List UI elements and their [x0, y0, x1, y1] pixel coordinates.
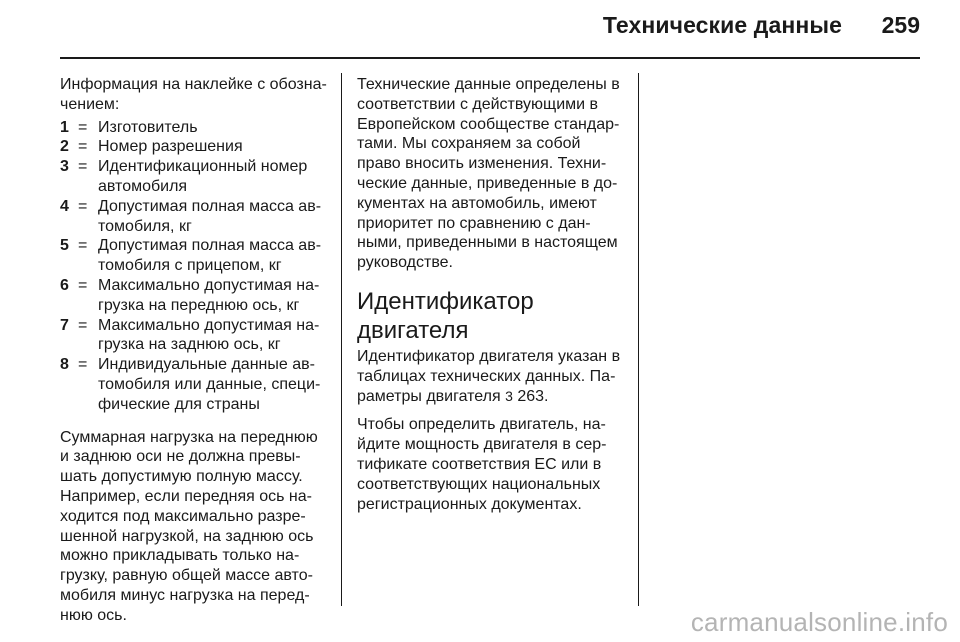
list-item [60, 276, 328, 316]
item-equals: = [78, 118, 88, 136]
item-text: Номер разрешения [98, 138, 243, 156]
item-number: 2 [60, 138, 69, 156]
list-item [60, 236, 328, 276]
item-number: 1 [60, 118, 69, 136]
item-text: Изготовитель [98, 118, 198, 136]
label-legend-list [60, 118, 328, 415]
list-item [60, 118, 328, 138]
item-text: Допустимая полная масса автомобиля с прицепом, кг [98, 237, 322, 275]
engine-identifier-text: Идентификатор двигателя указан в таблицах технических данных. Параметры двигателя [357, 347, 621, 405]
engine-identifier-heading: Идентификатор двигателя [357, 287, 534, 344]
watermark: carmanualsonline.info [690, 607, 948, 637]
right-column [357, 75, 627, 514]
page-reference-number[interactable]: 263. [512, 387, 549, 405]
item-equals: = [78, 356, 88, 374]
item-number: 4 [60, 197, 69, 215]
technical-data-paragraph: Технические данные определены в соответствии с действующими в Европейском сообществе стандартами. Мы сохраняем за собой право вносить изменения. Технические данные, приведенные в документах на автомобиль, имеют приоритет по сравнению с данными, приведенными в настоящем руководстве. [357, 76, 620, 272]
item-equals: = [78, 276, 88, 294]
item-text: Максимально допустимая нагрузка на заднюю ось, кг [98, 316, 320, 354]
list-item [60, 157, 328, 197]
column-divider-left [341, 73, 342, 606]
item-number: 3 [60, 158, 69, 176]
item-equals: = [78, 158, 88, 176]
item-text: Максимально допустимая нагрузка на переднюю ось, кг [98, 276, 320, 314]
label-intro: Информация на наклейке с обозначением: [60, 76, 327, 113]
item-number: 6 [60, 276, 69, 294]
item-number: 5 [60, 237, 69, 255]
engine-identifier-paragraph [357, 347, 627, 406]
list-item [60, 197, 328, 237]
item-equals: = [78, 237, 88, 255]
axle-load-paragraph: Суммарная нагрузка на переднюю и заднюю оси не должна превышать допустимую полную массу. Например, если передняя ось находится под максимально разрешенной нагрузкой, на заднюю ось можно прикладывать только нагрузку, равную общей массе автомобиля минус нагрузка на переднюю ось. [60, 428, 318, 624]
column-divider-right [638, 73, 639, 606]
item-text: Допустимая полная масса автомобиля, кг [98, 197, 322, 235]
page-reference-arrow-icon[interactable]: 3 [505, 387, 513, 404]
page-number: 259 [881, 12, 920, 38]
item-equals: = [78, 197, 88, 215]
left-column [60, 75, 328, 626]
item-equals: = [78, 316, 88, 334]
list-item [60, 355, 328, 414]
engine-power-paragraph: Чтобы определить двигатель, найдите мощность двигателя в сертификате соответствия ЕС или в соответствующих национальных регистрационных документах. [357, 416, 607, 513]
item-number: 8 [60, 356, 69, 374]
page-header [0, 0, 960, 62]
item-equals: = [78, 138, 88, 156]
list-item [60, 316, 328, 356]
item-number: 7 [60, 316, 69, 334]
list-item [60, 137, 328, 157]
item-text: Индивидуальные данные автомобиля или данные, специфические для страны [98, 356, 321, 413]
section-title: Технические данные [602, 12, 842, 38]
item-text: Идентификационный номер автомобиля [98, 158, 308, 195]
header-divider [60, 57, 920, 59]
